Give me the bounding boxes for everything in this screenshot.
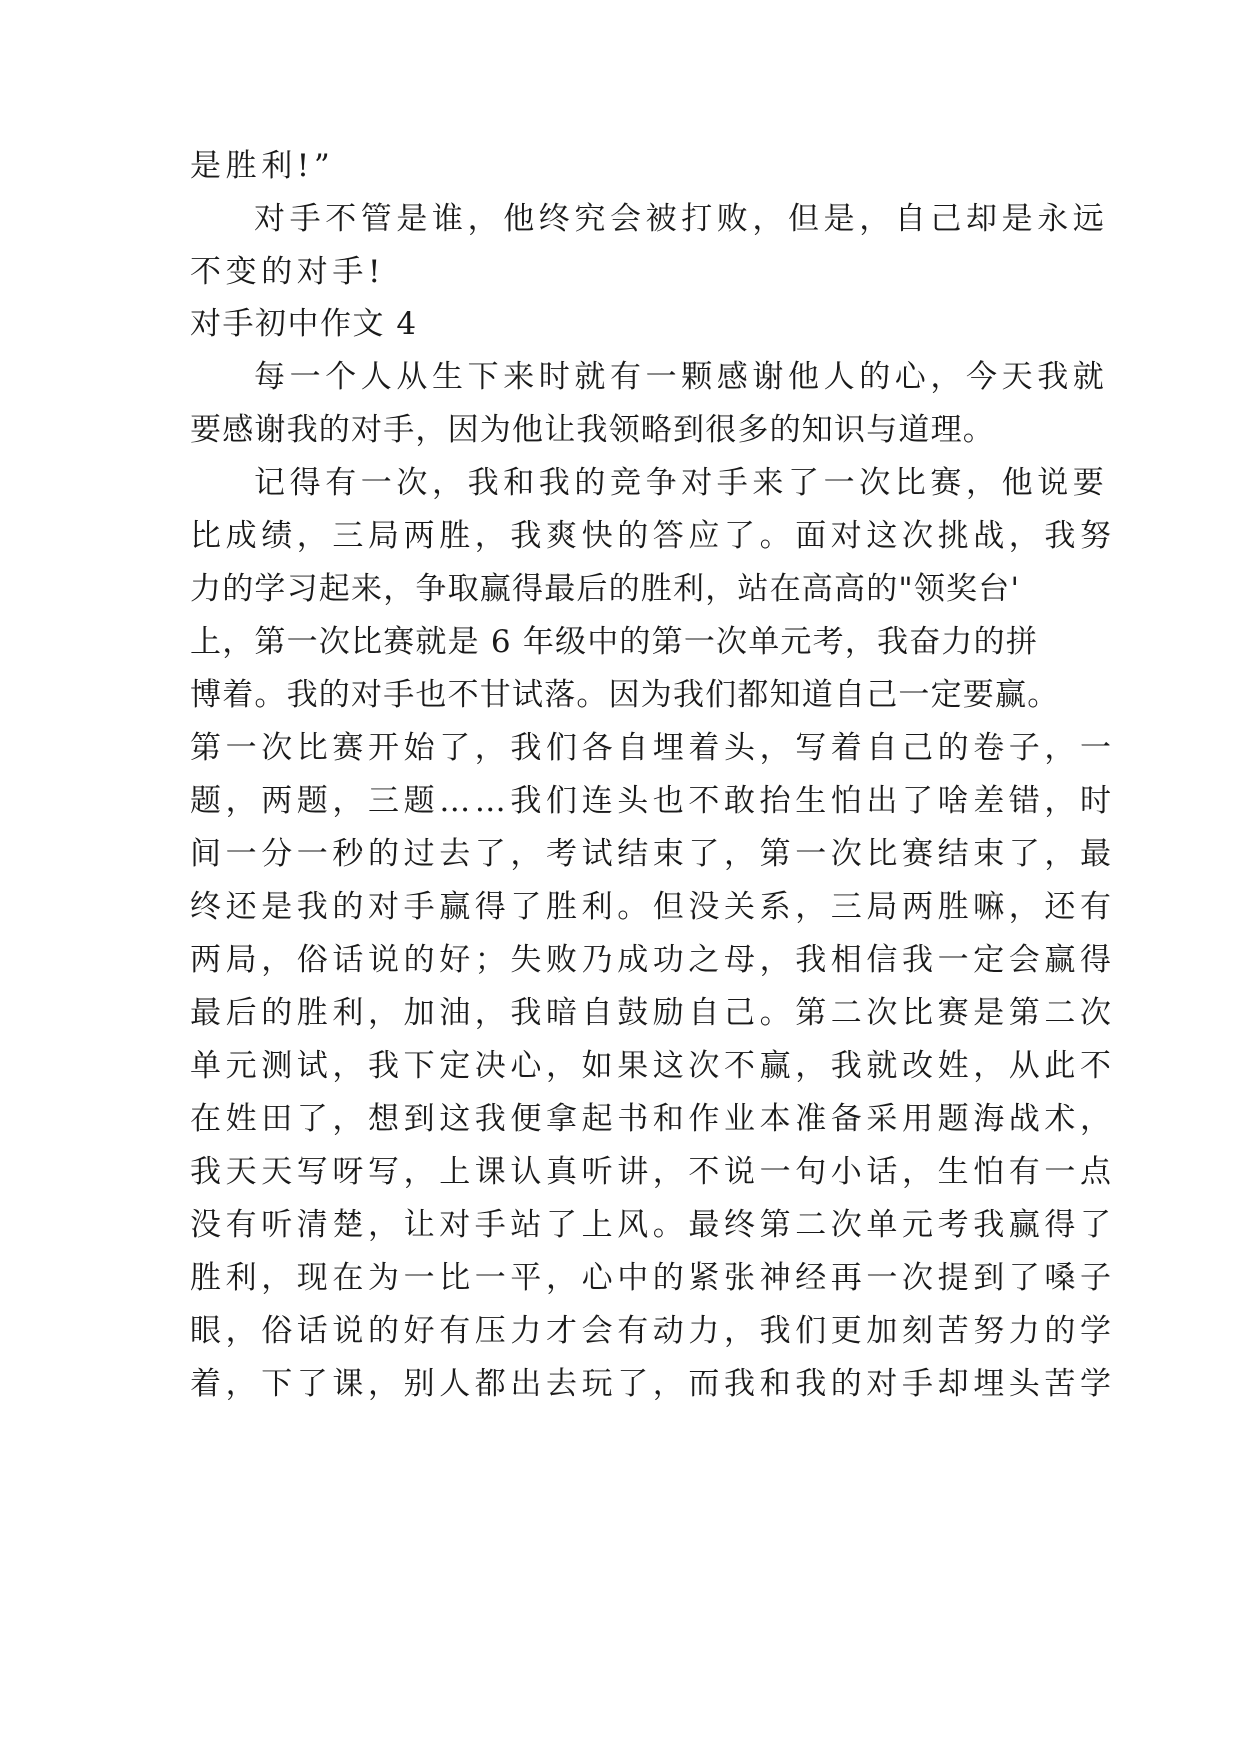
text-line: 是胜利!” [190,148,335,184]
text-line: 没有听清楚，让对手站了上风。最终第二次单元考我赢得了 [190,1207,1116,1243]
text-line: 力的学习起来，争取赢得最后的胜利，站在高高的"领奖台' [190,571,1021,607]
text-line: 在姓田了，想到这我便拿起书和作业本准备采用题海战术， [190,1101,1116,1137]
text-line: 胜利，现在为一比一平，心中的紧张神经再一次提到了嗓子 [190,1260,1116,1296]
text-line: 最后的胜利，加油，我暗自鼓励自己。第二次比赛是第二次 [190,995,1116,1031]
text-line: 不变的对手! [190,254,386,290]
text-line: 两局，俗话说的好；失败乃成功之母，我相信我一定会赢得 [190,942,1116,978]
text-line: 第一次比赛开始了，我们各自埋着头，写着自己的卷子，一 [190,730,1116,766]
text-line: 我天天写呀写，上课认真听讲，不说一句小话，生怕有一点 [190,1154,1116,1190]
text-line: 题，两题，三题……我们连头也不敢抬生怕出了啥差错，时 [190,783,1116,819]
text-line: 博着。我的对手也不甘试落。因为我们都知道自己一定要赢。 [190,677,1060,713]
text-line: 上，第一次比赛就是 6 年级中的第一次单元考，我奋力的拼 [190,624,1039,660]
text-line: 比成绩，三局两胜，我爽快的答应了。面对这次挑战，我努 [190,518,1116,554]
text-line: 间一分一秒的过去了，考试结束了，第一次比赛结束了，最 [190,836,1116,872]
paragraph-line: 每一个人从生下来时就有一颗感谢他人的心，今天我就 [254,359,1109,395]
text-line: 要感谢我的对手，因为他让我领略到很多的知识与道理。 [190,412,995,448]
text-line: 单元测试，我下定决心，如果这次不赢，我就改姓，从此不 [190,1048,1116,1084]
text-line: 眼，俗话说的好有压力才会有动力，我们更加刻苦努力的学 [190,1313,1116,1349]
paragraph-line: 记得有一次，我和我的竞争对手来了一次比赛，他说要 [254,465,1109,501]
paragraph-line: 对手不管是谁，他终究会被打败，但是，自己却是永远 [254,201,1109,237]
section-heading: 对手初中作文 4 [190,306,418,342]
text-line: 终还是我的对手赢得了胜利。但没关系，三局两胜嘛，还有 [190,889,1116,925]
text-line: 着，下了课，别人都出去玩了，而我和我的对手却埋头苦学 [190,1366,1116,1402]
